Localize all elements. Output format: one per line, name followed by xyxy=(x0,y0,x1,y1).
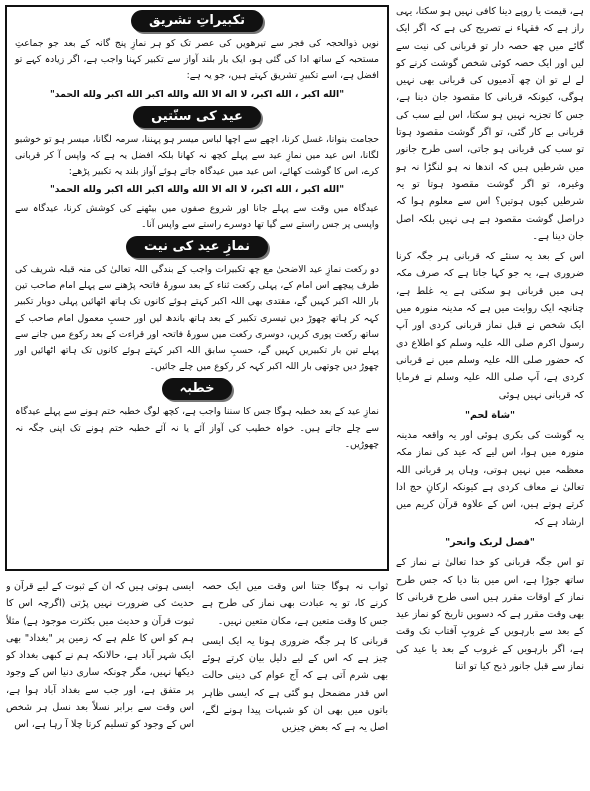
takbeer-dua: "الله اکبر ، الله اکبر، لا اله الا الله والله اکبر الله اکبر ولله الحمد" xyxy=(49,88,345,100)
khutba-body: نمازِ عید کے بعد خطبہ ہوگا جس کا سننا واجب ہے، کچھ لوگ خطبہ ختم ہونے سے پہلے عیدگاہ سے چلے جاتے ہیں۔ خواہ خطیب کی آواز آئے یا نہ آئے خطبہ ختم ہونے تک اپنی جگہ نہ چھوڑیں۔ xyxy=(15,406,379,450)
niyyat-section xyxy=(7,262,387,375)
takbeer-heading-wrap xyxy=(7,10,387,32)
sunnatein-dua: "الله اکبر ، الله اکبر، لا اله الا الله والله اکبر الله اکبر ولله الحمد" xyxy=(49,184,345,196)
bottom-middle-paragraph-2: قربانی کا ہر جگہ ضروری ہونا یہ ایک ایسی چیز ہے کہ اس کے لیے دلیل بیان کرتے ہوئے بھی شرم آتی ہے کہ آج عوام کی دینی حالت اس قدر مضمحل ہو گئی ہے کہ ایسی ظاہر باتوں میں بھی ان کو شبہات پیدا ہونے لگے، اصل یہ ہے کہ بعض چیزیں xyxy=(202,635,388,734)
takbeer-section xyxy=(7,36,387,103)
niyyat-body: دو رکعت نمازِ عید الاضحیٰ مع چھ تکبیرات واجب کے بندگی اللہ تعالیٰ کی منہ قبلہ شریف کی طرف پیچھے اس امام کے، پہلی رکعت ثناء کے بعد سورۂ فاتحہ پڑھنے سے پہلے امام صاحب تین بار اللہ اکبر کہیں گے، مقتدی بھی اللہ اکبر کہتے ہوئے کانوں تک ہاتھ اٹھائیں پہلی دوبار تکبیر کہہ کر ہاتھ چھوڑ دیں تیسری تکبیر کے بعد ہاتھ باندھ لیں اور حسبِ معمول امام صاحب کے ساتھ رکعت پوری کریں، دوسری رکعت میں سورۂ فاتحہ اور قراءت کے بعد رکوع میں جانے سے پہلے تین بار تکبیریں کہیں گے، حسبِ سابق اللہ اکبر کہتے ہوئے کانوں تک ہاتھ اٹھائیں اور چھوڑ دیں چوتھی بار اللہ اکبر کہہ کر رکوع میں چلے جائیں۔ xyxy=(15,264,379,373)
right-column-paragraph-2b: یہ گوشت کی بکری ہوئی اور یہ واقعہ مدینہ منورہ میں ہوا، اس لیے کہ عید کی نماز مکہ معظمہ میں نہیں ہوتی، وہاں پر قربانی اللہ تعالیٰ نے معاف کردی ہے کیونکہ ارکانِ حج ادا کرتے ہوتے ہیں، اس کے علاوہ قرآن کریم میں ارشاد ہے کہ xyxy=(396,430,584,528)
right-column-paragraph-2: اس کے بعد یہ سنئے کہ قربانی ہر جگہ کرنا ضروری ہے، یہ جو کہا جاتا ہے کہ صرف مکہ ہی میں قربانی ہو سکتی ہے یہ غلط ہے، چنانچہ ایک روایت میں ہے کہ مدینہ منورہ میں ایک شخص نے قبل نماز قربانی کردی اور آپ رسول اکرم صلی اللہ علیہ وسلم کو اطلاع دی کہ حضور صلی اللہ علیہ وسلم میں نے قربانی کردی ہے، آپ صلی اللہ علیہ وسلم نے فرمایا کہ قربانی نہیں ہوئی xyxy=(396,251,584,401)
niyyat-heading: نمازِ عید کی نیت xyxy=(126,236,268,258)
takbeer-heading: تکبیراتِ تشریق xyxy=(131,10,263,32)
right-column-paragraph-3: تو اس جگہ قربانی کو خدا تعالیٰ نے نماز کے ساتھ جوڑا ہے، اس میں بتا دیا کہ جس طرح نماز کے اوقات مقرر ہیں اسی طرح قربانی کا بھی وقت مقرر ہے کہ دسویں تاریخ کو نماز عید کے بعد سے بارہویں کے غروبِ آفتاب تک وقت ہے، اگر بارہویں کے غروب کے بعد یا عید کی نماز سے قبل جانور ذبح کیا تو اتنا xyxy=(396,557,584,672)
sunnatein-body-2: عیدگاہ میں وقت سے پہلے جانا اور شروع صفوں میں بیٹھنے کی کوشش کرنا، عیدگاہ سے واپسی پر جس راستے سے گیا تھا دوسرے راستے سے واپس آنا۔ xyxy=(15,202,379,230)
bottom-middle-paragraph-1: ثواب نہ ہوگا جتنا اس وقت میں ایک حصہ کرنے کا، تو یہ عبادت بھی نماز کی طرح ہے جس کا وقت متعین ہے، مکان متعین نہیں۔ xyxy=(202,581,388,627)
khutba-heading-wrap xyxy=(7,378,387,400)
sunnatein-section xyxy=(7,132,387,233)
right-column-ayah: "فصل لربک وانحر" xyxy=(445,536,535,548)
khutba-section xyxy=(7,404,387,453)
sunnatein-body-1: حجامت بنوانا، غسل کرنا، اچھے سے اچھا لباس میسر ہو پہننا، سرمہ لگانا، میسر ہو تو خوشبو لگانا، اس عید میں نمازِ عید سے پہلے کچھ نہ کھانا بلکہ افضل یہ ہے کہ واپس آ کر قربانی کرے، اس کا گوشت کھائے، اس عید میں عیدگاہ جاتے ہوئے آواز بلند یہ تکبیر پڑھے: xyxy=(15,133,379,178)
bottom-middle-column xyxy=(202,578,388,788)
sunnatein-heading-wrap xyxy=(7,106,387,128)
niyyat-heading-wrap xyxy=(7,236,387,258)
right-column xyxy=(396,3,584,788)
bottom-left-column xyxy=(6,578,194,788)
takbeer-body: نویں ذوالحجہ کی فجر سے تیرھویں کی عصر تک کو ہر نمازِ پنج گانہ کے بعد جو جماعتِ مستحبہ کے ساتھ ادا کی گئی ہو، ایک بار بلند آواز سے تکبیر کہنا واجب ہے، اگر زیادہ کہے تو افضل ہے، اسے تکبیرِ تشریق کہتے ہیں، جو یہ ہے: xyxy=(15,38,379,82)
sunnatein-heading: عید کی سنّتیں xyxy=(133,106,261,128)
bottom-left-paragraph-1: ایسی ہوتی ہیں کہ ان کے ثبوت کے لیے قرآن و حدیث کی ضرورت نہیں پڑتی (اگرچہ اس کا ثبوت قرآن و حدیث میں بکثرت موجود ہے) مثلاً ہم کو اس کا علم ہے کہ زمین پر "بغداد" بھی ایک شہر آباد ہے، حالانکہ ہم نے کبھی بغداد کو دیکھا نہیں، مگر چونکہ ساری دنیا اس کے وجود پر متفق ہے، اور جب سے بغداد آباد ہوا ہے، اس وقت سے برابر نسلاً بعد نسل ہر شخص اس کے وجود کو تسلیم کرتا چلا آ رہا ہے، اس xyxy=(6,581,194,731)
right-column-quote: "شاة لحم" xyxy=(464,409,516,421)
right-column-paragraph-1: ہے، قیمت یا روپے دینا کافی نہیں ہو سکتا، یہی راز ہے کہ فقہاء نے تصریح کی ہے کہ اگر ایک گائے میں چھ حصہ دار تو قربانی کی نیت سے لیں اور ایک حصہ کوئی شخص گوشت کرنے کو لے لے تو ان چھ آدمیوں کی قربانی بھی نہیں ہوگی، کیونکہ قربانی کا مقصود جان دینا ہے، جس کا تجزیہ نہیں ہو سکتا، اس لیے سب کی قربانی بے کار گئی، تو اگر گوشت مقصود ہوتا تو سب کی قربانی ہو جاتی، اسی طرح جانور میں شرطیں ہیں کہ اندھا نہ ہو لنگڑا نہ ہو وغیرہ، تو اگر گوشت مقصود ہوتا تو یہ شرطیں کیوں ہوتیں؟ اس سے معلوم ہوا کہ دراصل گوشت مقصود ہے ہی نہیں بلکہ اصل جان دینا ہے۔ xyxy=(396,6,584,242)
khutba-heading: خطبہ xyxy=(162,378,233,400)
masail-box xyxy=(5,5,389,571)
